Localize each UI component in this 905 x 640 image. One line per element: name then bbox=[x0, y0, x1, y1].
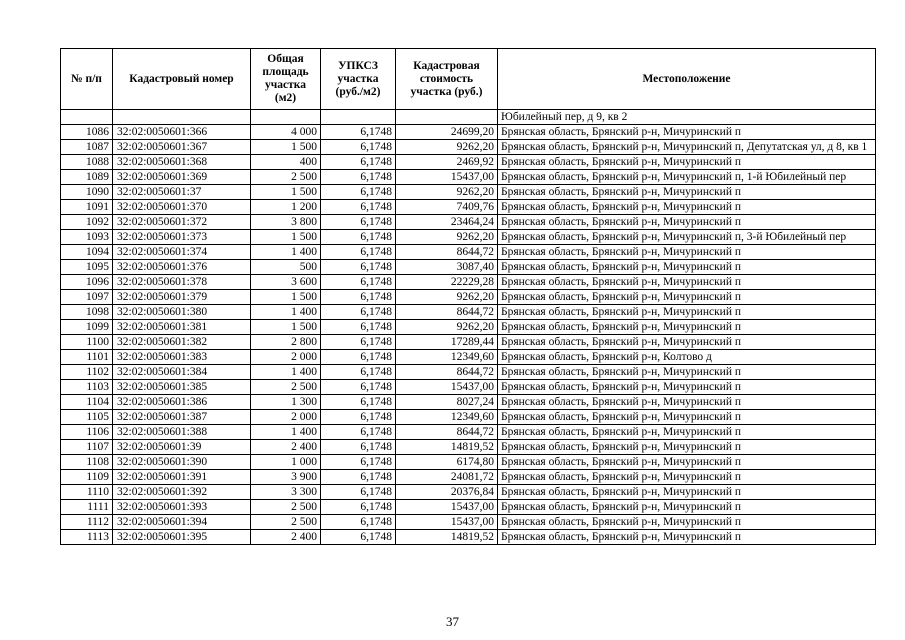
location-cell: Брянская область, Брянский р-н, Мичуринский п bbox=[498, 125, 876, 140]
location-cell: Брянская область, Брянский р-н, Колтово д bbox=[498, 350, 876, 365]
cost-cell: 15437,00 bbox=[396, 170, 498, 185]
location-cell: Брянская область, Брянский р-н, Мичуринский п bbox=[498, 275, 876, 290]
location-cell: Брянская область, Брянский р-н, Мичуринский п bbox=[498, 200, 876, 215]
cadastral-number-cell: 32:02:0050601:392 bbox=[113, 485, 251, 500]
table-row bbox=[61, 275, 876, 290]
rate-cell: 6,1748 bbox=[321, 395, 396, 410]
area-cell: 2 000 bbox=[251, 350, 321, 365]
rate-cell: 6,1748 bbox=[321, 380, 396, 395]
table-row bbox=[61, 395, 876, 410]
cadastral-number-cell: 32:02:0050601:386 bbox=[113, 395, 251, 410]
table-row bbox=[61, 515, 876, 530]
table-row bbox=[61, 485, 876, 500]
row-number-cell: 1112 bbox=[61, 515, 113, 530]
location-cell: Брянская область, Брянский р-н, Мичуринский п bbox=[498, 215, 876, 230]
cadastral-number-cell: 32:02:0050601:382 bbox=[113, 335, 251, 350]
area-cell: 1 200 bbox=[251, 200, 321, 215]
table-row bbox=[61, 290, 876, 305]
area-cell: 1 400 bbox=[251, 365, 321, 380]
area-cell: 2 500 bbox=[251, 380, 321, 395]
row-number-cell: 1101 bbox=[61, 350, 113, 365]
rate-cell: 6,1748 bbox=[321, 185, 396, 200]
row-number-cell: 1087 bbox=[61, 140, 113, 155]
rate-cell: 6,1748 bbox=[321, 515, 396, 530]
table-row bbox=[61, 245, 876, 260]
cadastral-number-cell: 32:02:0050601:390 bbox=[113, 455, 251, 470]
location-cell: Брянская область, Брянский р-н, Мичуринский п bbox=[498, 380, 876, 395]
rate-cell: 6,1748 bbox=[321, 170, 396, 185]
row-number-cell: 1102 bbox=[61, 365, 113, 380]
row-number-cell: 1086 bbox=[61, 125, 113, 140]
location-cell: Брянская область, Брянский р-н, Мичуринский п bbox=[498, 515, 876, 530]
area-cell: 3 900 bbox=[251, 470, 321, 485]
cost-cell: 9262,20 bbox=[396, 185, 498, 200]
cost-cell: 8644,72 bbox=[396, 305, 498, 320]
header-cadastral-number: Кадастровый номер bbox=[113, 49, 251, 110]
cost-cell bbox=[396, 110, 498, 125]
location-cell: Брянская область, Брянский р-н, Мичуринский п bbox=[498, 335, 876, 350]
cost-cell: 8027,24 bbox=[396, 395, 498, 410]
row-number-cell: 1090 bbox=[61, 185, 113, 200]
table-row bbox=[61, 380, 876, 395]
table-row bbox=[61, 140, 876, 155]
row-number-cell: 1105 bbox=[61, 410, 113, 425]
rate-cell: 6,1748 bbox=[321, 335, 396, 350]
cadastral-number-cell: 32:02:0050601:387 bbox=[113, 410, 251, 425]
table-row bbox=[61, 335, 876, 350]
row-number-cell: 1091 bbox=[61, 200, 113, 215]
table-row bbox=[61, 410, 876, 425]
cadastral-number-cell: 32:02:0050601:368 bbox=[113, 155, 251, 170]
location-cell: Брянская область, Брянский р-н, Мичуринский п bbox=[498, 155, 876, 170]
rate-cell: 6,1748 bbox=[321, 365, 396, 380]
cadastral-number-cell: 32:02:0050601:395 bbox=[113, 530, 251, 545]
area-cell: 1 400 bbox=[251, 305, 321, 320]
row-number-cell: 1103 bbox=[61, 380, 113, 395]
rate-cell: 6,1748 bbox=[321, 155, 396, 170]
table-row bbox=[61, 170, 876, 185]
table-row bbox=[61, 200, 876, 215]
location-cell: Брянская область, Брянский р-н, Мичуринский п bbox=[498, 500, 876, 515]
location-cell: Брянская область, Брянский р-н, Мичуринский п bbox=[498, 440, 876, 455]
cost-cell: 15437,00 bbox=[396, 515, 498, 530]
table-row bbox=[61, 470, 876, 485]
area-cell: 1 400 bbox=[251, 425, 321, 440]
cost-cell: 6174,80 bbox=[396, 455, 498, 470]
row-number-cell bbox=[61, 110, 113, 125]
cost-cell: 2469,92 bbox=[396, 155, 498, 170]
location-cell: Брянская область, Брянский р-н, Мичуринский п bbox=[498, 365, 876, 380]
area-cell: 400 bbox=[251, 155, 321, 170]
location-cell: Брянская область, Брянский р-н, Мичуринский п, Депутатская ул, д 8, кв 1 bbox=[498, 140, 876, 155]
table-row bbox=[61, 500, 876, 515]
table-row bbox=[61, 230, 876, 245]
area-cell: 1 500 bbox=[251, 185, 321, 200]
header-rate: УПКСЗ участка (руб./м2) bbox=[321, 49, 396, 110]
location-cell: Брянская область, Брянский р-н, Мичуринский п bbox=[498, 485, 876, 500]
area-cell: 1 500 bbox=[251, 320, 321, 335]
cost-cell: 9262,20 bbox=[396, 290, 498, 305]
row-number-cell: 1095 bbox=[61, 260, 113, 275]
header-area: Общая площадь участка (м2) bbox=[251, 49, 321, 110]
cadastral-number-cell: 32:02:0050601:372 bbox=[113, 215, 251, 230]
cost-cell: 8644,72 bbox=[396, 245, 498, 260]
cadastral-number-cell: 32:02:0050601:39 bbox=[113, 440, 251, 455]
table-row bbox=[61, 260, 876, 275]
table-row bbox=[61, 365, 876, 380]
table-row bbox=[61, 350, 876, 365]
table-row bbox=[61, 320, 876, 335]
area-cell: 2 500 bbox=[251, 170, 321, 185]
cadastral-number-cell: 32:02:0050601:378 bbox=[113, 275, 251, 290]
cost-cell: 24699,20 bbox=[396, 125, 498, 140]
row-number-cell: 1109 bbox=[61, 470, 113, 485]
cadastral-number-cell: 32:02:0050601:383 bbox=[113, 350, 251, 365]
row-number-cell: 1089 bbox=[61, 170, 113, 185]
location-cell: Брянская область, Брянский р-н, Мичуринский п, 1-й Юбилейный пер bbox=[498, 170, 876, 185]
row-number-cell: 1098 bbox=[61, 305, 113, 320]
rate-cell: 6,1748 bbox=[321, 215, 396, 230]
rate-cell: 6,1748 bbox=[321, 305, 396, 320]
rate-cell: 6,1748 bbox=[321, 125, 396, 140]
cost-cell: 3087,40 bbox=[396, 260, 498, 275]
area-cell: 2 400 bbox=[251, 530, 321, 545]
rate-cell: 6,1748 bbox=[321, 410, 396, 425]
cadastral-table bbox=[60, 48, 876, 545]
area-cell: 1 500 bbox=[251, 140, 321, 155]
header-location: Местоположение bbox=[498, 49, 876, 110]
location-cell: Брянская область, Брянский р-н, Мичуринский п bbox=[498, 305, 876, 320]
rate-cell: 6,1748 bbox=[321, 470, 396, 485]
location-cell: Брянская область, Брянский р-н, Мичуринский п bbox=[498, 470, 876, 485]
area-cell: 1 000 bbox=[251, 455, 321, 470]
cost-cell: 8644,72 bbox=[396, 365, 498, 380]
header-num: № п/п bbox=[61, 49, 113, 110]
rate-cell: 6,1748 bbox=[321, 275, 396, 290]
table-row bbox=[61, 185, 876, 200]
rate-cell: 6,1748 bbox=[321, 200, 396, 215]
cadastral-number-cell: 32:02:0050601:393 bbox=[113, 500, 251, 515]
location-cell: Юбилейный пер, д 9, кв 2 bbox=[498, 110, 876, 125]
cadastral-number-cell: 32:02:0050601:380 bbox=[113, 305, 251, 320]
rate-cell: 6,1748 bbox=[321, 350, 396, 365]
rate-cell: 6,1748 bbox=[321, 290, 396, 305]
location-cell: Брянская область, Брянский р-н, Мичуринский п bbox=[498, 185, 876, 200]
cost-cell: 15437,00 bbox=[396, 500, 498, 515]
cost-cell: 9262,20 bbox=[396, 230, 498, 245]
cadastral-number-cell: 32:02:0050601:388 bbox=[113, 425, 251, 440]
rate-cell: 6,1748 bbox=[321, 500, 396, 515]
area-cell: 500 bbox=[251, 260, 321, 275]
row-number-cell: 1113 bbox=[61, 530, 113, 545]
cost-cell: 15437,00 bbox=[396, 380, 498, 395]
location-cell: Брянская область, Брянский р-н, Мичуринский п bbox=[498, 320, 876, 335]
location-cell: Брянская область, Брянский р-н, Мичуринский п bbox=[498, 530, 876, 545]
row-number-cell: 1094 bbox=[61, 245, 113, 260]
cadastral-number-cell: 32:02:0050601:373 bbox=[113, 230, 251, 245]
cost-cell: 7409,76 bbox=[396, 200, 498, 215]
area-cell: 1 500 bbox=[251, 290, 321, 305]
row-number-cell: 1096 bbox=[61, 275, 113, 290]
location-cell: Брянская область, Брянский р-н, Мичуринский п bbox=[498, 290, 876, 305]
cost-cell: 12349,60 bbox=[396, 350, 498, 365]
table-row bbox=[61, 530, 876, 545]
table-row bbox=[61, 110, 876, 125]
location-cell: Брянская область, Брянский р-н, Мичуринский п bbox=[498, 455, 876, 470]
row-number-cell: 1111 bbox=[61, 500, 113, 515]
cost-cell: 23464,24 bbox=[396, 215, 498, 230]
cost-cell: 24081,72 bbox=[396, 470, 498, 485]
cadastral-number-cell: 32:02:0050601:394 bbox=[113, 515, 251, 530]
row-number-cell: 1100 bbox=[61, 335, 113, 350]
table-row bbox=[61, 305, 876, 320]
row-number-cell: 1093 bbox=[61, 230, 113, 245]
row-number-cell: 1110 bbox=[61, 485, 113, 500]
cost-cell: 8644,72 bbox=[396, 425, 498, 440]
cost-cell: 9262,20 bbox=[396, 320, 498, 335]
area-cell: 2 800 bbox=[251, 335, 321, 350]
area-cell: 3 800 bbox=[251, 215, 321, 230]
area-cell: 1 400 bbox=[251, 245, 321, 260]
area-cell: 2 400 bbox=[251, 440, 321, 455]
row-number-cell: 1107 bbox=[61, 440, 113, 455]
cadastral-number-cell: 32:02:0050601:367 bbox=[113, 140, 251, 155]
cost-cell: 12349,60 bbox=[396, 410, 498, 425]
rate-cell: 6,1748 bbox=[321, 260, 396, 275]
table-row bbox=[61, 155, 876, 170]
area-cell: 2 000 bbox=[251, 410, 321, 425]
rate-cell: 6,1748 bbox=[321, 230, 396, 245]
area-cell: 3 300 bbox=[251, 485, 321, 500]
area-cell: 2 500 bbox=[251, 515, 321, 530]
location-cell: Брянская область, Брянский р-н, Мичуринский п bbox=[498, 245, 876, 260]
row-number-cell: 1097 bbox=[61, 290, 113, 305]
cadastral-number-cell: 32:02:0050601:37 bbox=[113, 185, 251, 200]
rate-cell: 6,1748 bbox=[321, 245, 396, 260]
rate-cell: 6,1748 bbox=[321, 485, 396, 500]
table-row bbox=[61, 125, 876, 140]
area-cell: 4 000 bbox=[251, 125, 321, 140]
cadastral-number-cell: 32:02:0050601:384 bbox=[113, 365, 251, 380]
cadastral-number-cell: 32:02:0050601:370 bbox=[113, 200, 251, 215]
area-cell: 1 500 bbox=[251, 230, 321, 245]
area-cell: 3 600 bbox=[251, 275, 321, 290]
cost-cell: 14819,52 bbox=[396, 440, 498, 455]
rate-cell: 6,1748 bbox=[321, 320, 396, 335]
cadastral-number-cell bbox=[113, 110, 251, 125]
cost-cell: 20376,84 bbox=[396, 485, 498, 500]
cadastral-number-cell: 32:02:0050601:391 bbox=[113, 470, 251, 485]
rate-cell: 6,1748 bbox=[321, 425, 396, 440]
header-cost: Кадастровая стоимость участка (руб.) bbox=[396, 49, 498, 110]
cadastral-number-cell: 32:02:0050601:379 bbox=[113, 290, 251, 305]
location-cell: Брянская область, Брянский р-н, Мичуринский п bbox=[498, 395, 876, 410]
cost-cell: 14819,52 bbox=[396, 530, 498, 545]
rate-cell: 6,1748 bbox=[321, 440, 396, 455]
cost-cell: 17289,44 bbox=[396, 335, 498, 350]
table-row bbox=[61, 215, 876, 230]
cadastral-number-cell: 32:02:0050601:374 bbox=[113, 245, 251, 260]
row-number-cell: 1099 bbox=[61, 320, 113, 335]
area-cell: 2 500 bbox=[251, 500, 321, 515]
row-number-cell: 1106 bbox=[61, 425, 113, 440]
cadastral-number-cell: 32:02:0050601:369 bbox=[113, 170, 251, 185]
table-row bbox=[61, 425, 876, 440]
row-number-cell: 1088 bbox=[61, 155, 113, 170]
rate-cell: 6,1748 bbox=[321, 140, 396, 155]
area-cell: 1 300 bbox=[251, 395, 321, 410]
cost-cell: 9262,20 bbox=[396, 140, 498, 155]
rate-cell: 6,1748 bbox=[321, 530, 396, 545]
table-row bbox=[61, 455, 876, 470]
rate-cell: 6,1748 bbox=[321, 455, 396, 470]
row-number-cell: 1104 bbox=[61, 395, 113, 410]
row-number-cell: 1108 bbox=[61, 455, 113, 470]
location-cell: Брянская область, Брянский р-н, Мичуринский п bbox=[498, 410, 876, 425]
cadastral-number-cell: 32:02:0050601:385 bbox=[113, 380, 251, 395]
location-cell: Брянская область, Брянский р-н, Мичуринский п bbox=[498, 425, 876, 440]
table-body bbox=[61, 110, 876, 545]
location-cell: Брянская область, Брянский р-н, Мичуринский п bbox=[498, 260, 876, 275]
cost-cell: 22229,28 bbox=[396, 275, 498, 290]
cadastral-number-cell: 32:02:0050601:376 bbox=[113, 260, 251, 275]
rate-cell bbox=[321, 110, 396, 125]
page-number: 37 bbox=[446, 614, 459, 629]
location-cell: Брянская область, Брянский р-н, Мичуринский п, 3-й Юбилейный пер bbox=[498, 230, 876, 245]
table-header-row bbox=[61, 49, 876, 110]
cadastral-number-cell: 32:02:0050601:381 bbox=[113, 320, 251, 335]
table-row bbox=[61, 440, 876, 455]
area-cell bbox=[251, 110, 321, 125]
cadastral-number-cell: 32:02:0050601:366 bbox=[113, 125, 251, 140]
row-number-cell: 1092 bbox=[61, 215, 113, 230]
